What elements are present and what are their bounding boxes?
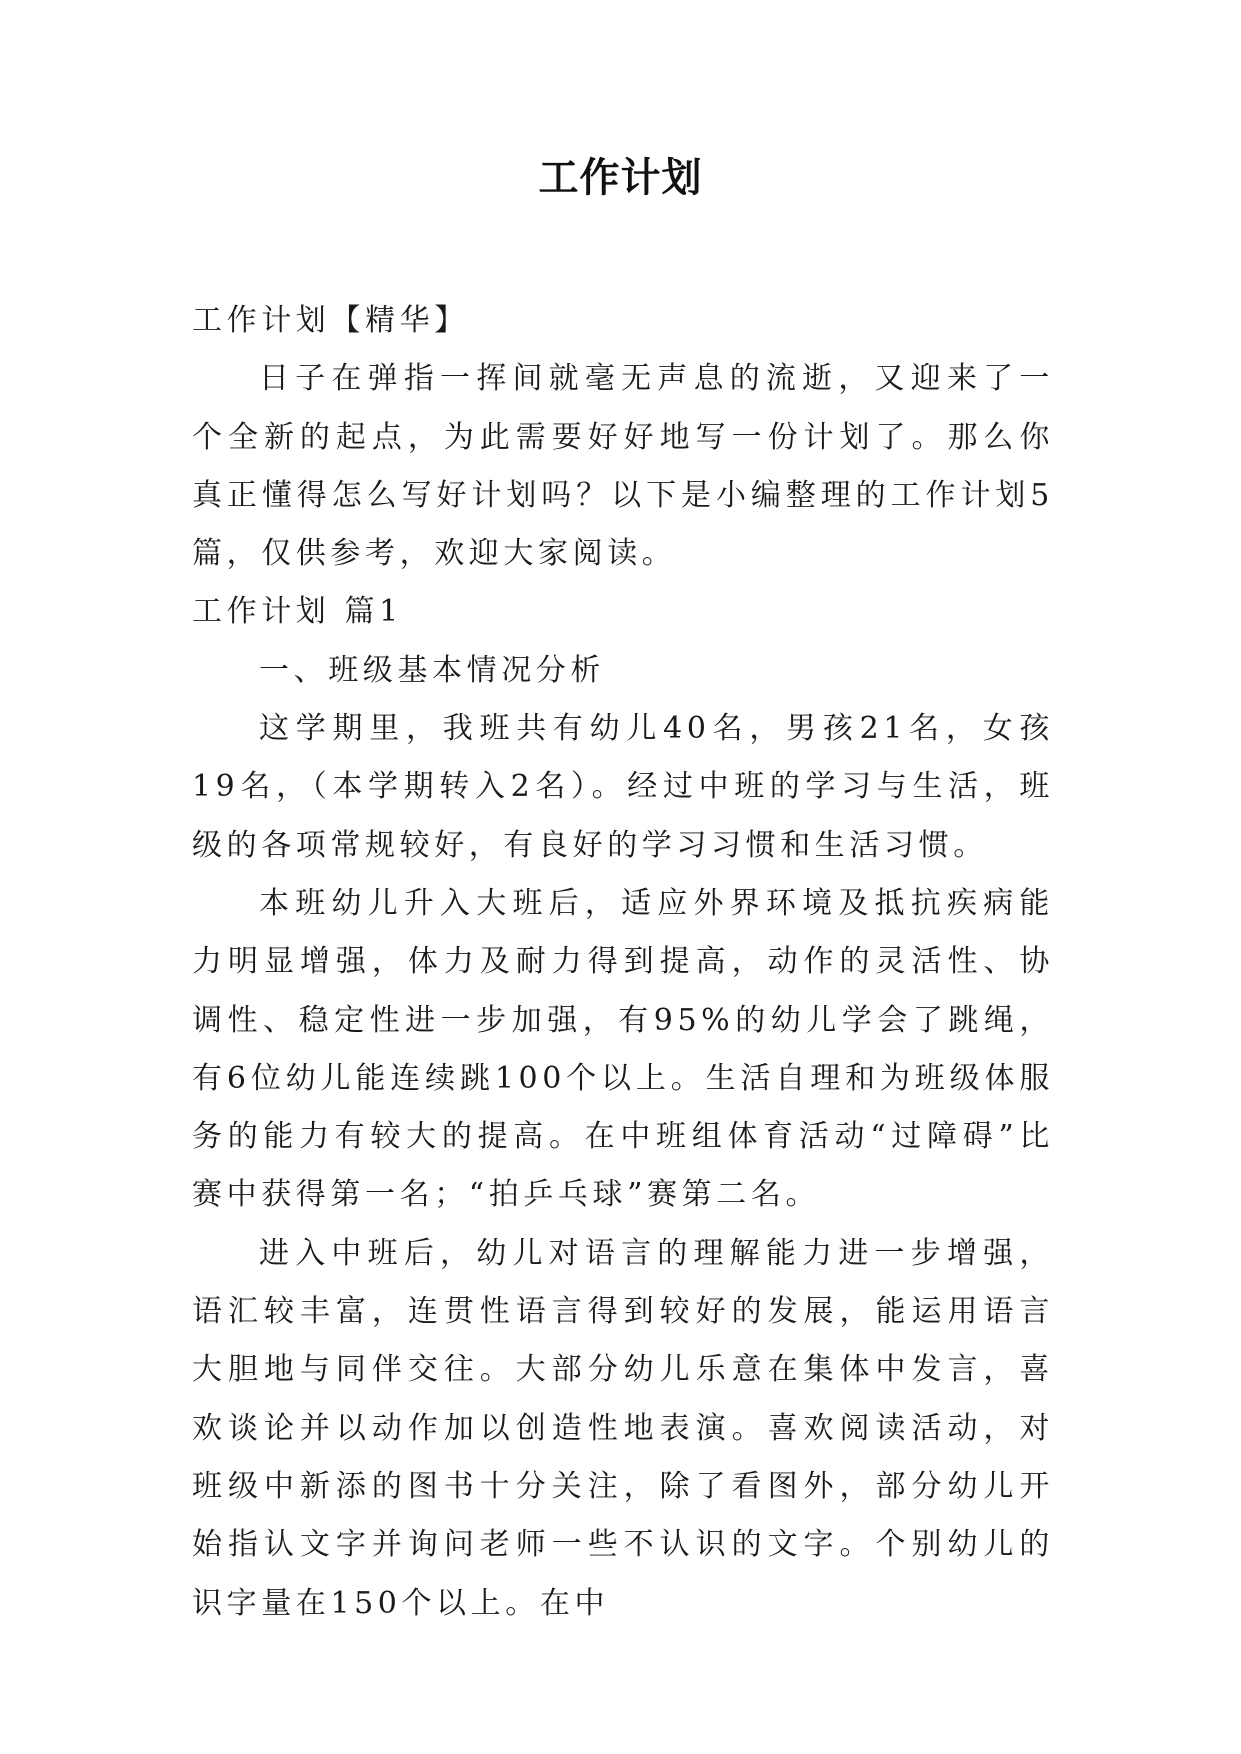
section-heading: 工作计划 篇1	[192, 594, 403, 630]
body-paragraph: 进入中班后，幼儿对语言的理解能力进一步增强，语汇较丰富，连贯性语言得到较好的发展，能运用语言大胆地与同伴交往。大部分幼儿乐意在集体中发言，喜欢谈论并以动作加以创造性地表演。喜欢阅读活动，对班级中新添的图书十分关注，除了看图外，部分幼儿开始指认文字并询问老师一些不认识的文字。个别幼儿的识字量在150个以上。在中	[192, 1235, 1054, 1621]
body-paragraph: 本班幼儿升入大班后，适应外界环境及抵抗疾病能力明显增强，体力及耐力得到提高，动作的灵活性、协调性、稳定性进一步加强，有95%的幼儿学会了跳绳，有6位幼儿能连续跳100个以上。生活自理和为班级体服务的能力有较大的提高。在中班组体育活动“过障碍”比赛中获得第一名；“拍乒乓球”赛第二名。	[192, 885, 1054, 1213]
document-body	[192, 292, 1054, 1633]
document-subtitle: 工作计划【精华】	[192, 303, 469, 338]
body-paragraph: 这学期里，我班共有幼儿40名，男孩21名，女孩19名，（本学期转入2名）。经过中班的学习与生活，班级的各项常规较好，有良好的学习习惯和生活习惯。	[192, 711, 1054, 863]
subsection-heading: 一、班级基本情况分析	[259, 652, 605, 688]
document-title: 工作计划	[538, 154, 703, 201]
intro-paragraph: 日子在弹指一挥间就毫无声息的流逝，又迎来了一个全新的起点，为此需要好好地写一份计划了。那么你真正懂得怎么写好计划吗？以下是小编整理的工作计划5篇，仅供参考，欢迎大家阅读。	[192, 361, 1054, 572]
